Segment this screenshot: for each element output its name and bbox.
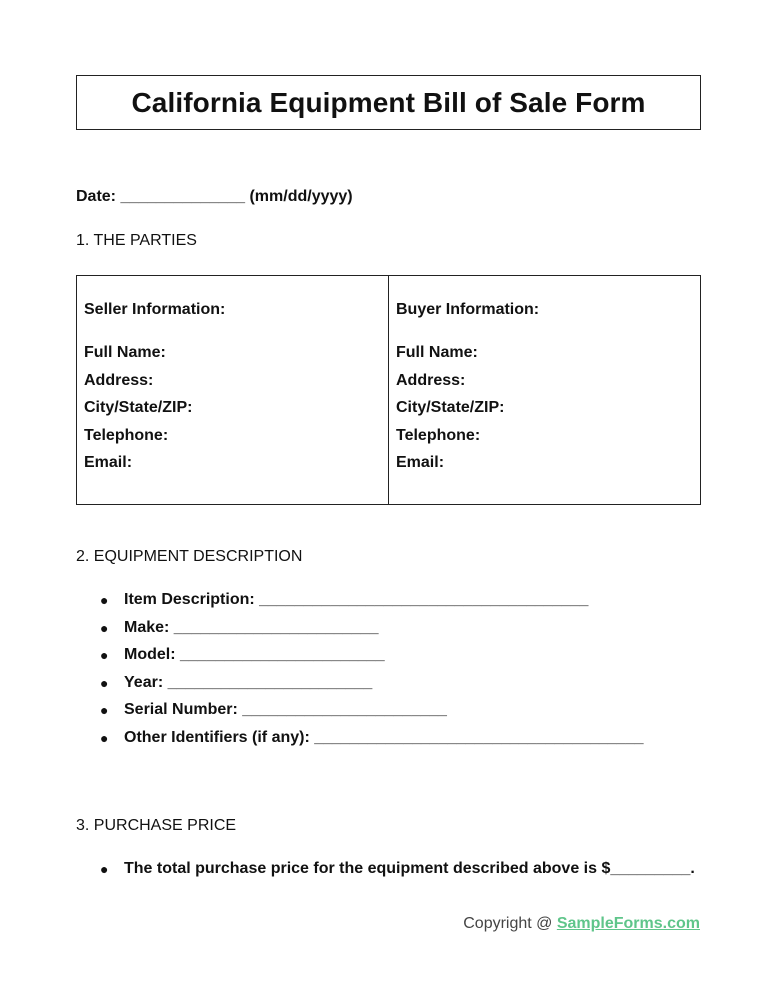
list-item — [100, 729, 643, 757]
list-item — [100, 674, 643, 702]
seller-fields — [84, 344, 192, 482]
buyer-column — [388, 276, 700, 504]
buyer-fields — [396, 344, 504, 482]
bullet-icon: ● — [100, 674, 109, 691]
seller-field-city-state-zip: City/State/ZIP: — [84, 399, 193, 417]
buyer-field-full-name: Full Name: — [396, 344, 478, 361]
parties-table — [76, 275, 701, 505]
section-heading-parties: 1. THE PARTIES — [76, 232, 197, 249]
equipment-item-serial-number: Serial Number: _______________________ — [124, 701, 447, 719]
buyer-title: Buyer Information: — [396, 301, 540, 318]
title-box — [76, 75, 701, 130]
bullet-icon: ● — [100, 592, 109, 608]
sampleforms-link[interactable]: SampleForms.com — [556, 915, 700, 932]
seller-column — [77, 276, 388, 504]
list-item — [100, 619, 643, 647]
form-title: California Equipment Bill of Sale Form — [131, 86, 646, 118]
copyright-prefix: Copyright @ — [463, 915, 557, 932]
seller-field-telephone: Telephone: — [84, 426, 169, 444]
buyer-field-email: Email: — [396, 454, 445, 472]
equipment-item-model: Model: _______________________ — [124, 646, 385, 664]
copyright-footer — [463, 915, 700, 933]
date-line: Date: ______________ (mm/dd/yyyy) — [76, 188, 353, 205]
list-item — [100, 591, 643, 619]
seller-field-address: Address: — [84, 371, 154, 389]
equipment-item-other-identifiers: Other Identifiers (if any): _____________________________________ — [124, 728, 644, 746]
seller-field-email: Email: — [84, 454, 133, 472]
buyer-field-address: Address: — [396, 371, 466, 389]
bullet-icon: ● — [100, 702, 109, 719]
seller-title: Seller Information: — [84, 301, 226, 318]
price-list — [100, 860, 695, 888]
equipment-item-make: Make: _______________________ — [124, 618, 379, 636]
list-item — [100, 860, 695, 888]
equipment-item-year: Year: _______________________ — [124, 673, 373, 691]
buyer-field-city-state-zip: City/State/ZIP: — [396, 399, 505, 417]
bullet-icon: ● — [100, 729, 109, 746]
list-item — [100, 646, 643, 674]
equipment-item-description: Item Description: _____________________________________ — [124, 591, 589, 608]
bullet-icon: ● — [100, 861, 109, 877]
section-heading-price: 3. PURCHASE PRICE — [76, 817, 237, 834]
bullet-icon: ● — [100, 619, 109, 636]
equipment-list — [100, 591, 643, 757]
seller-field-full-name: Full Name: — [84, 344, 166, 361]
buyer-field-telephone: Telephone: — [396, 426, 481, 444]
bullet-icon: ● — [100, 647, 109, 664]
list-item — [100, 701, 643, 729]
section-heading-equipment: 2. EQUIPMENT DESCRIPTION — [76, 548, 303, 565]
price-statement: The total purchase price for the equipment described above is $_________. — [124, 860, 695, 877]
